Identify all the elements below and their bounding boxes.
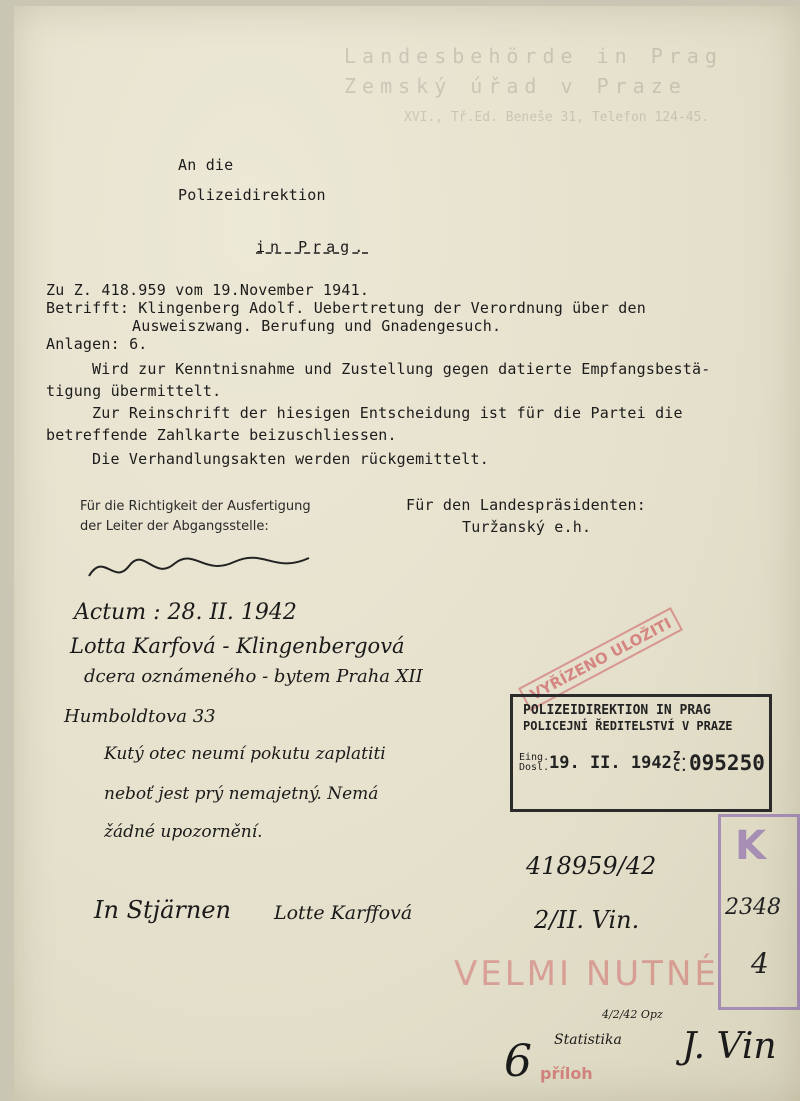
vyrizeno-stamp: VYŘÍZENO ULOŽITI (518, 607, 683, 711)
handwritten-line7: žádné upozornění. (104, 822, 263, 842)
document-sheet (14, 6, 800, 1101)
velmi-nutne-stamp: VELMI NUTNÉ (454, 954, 719, 994)
registry-box-stamp (718, 814, 800, 1010)
registry-k-letter: K (735, 823, 766, 869)
police-stamp-date-label: Eing. Dosl. (519, 752, 550, 773)
handwritten-signature-2: Lotte Karffová (274, 902, 413, 924)
subject-line2: Ausweiszwang. Berufung und Gnadengesuch. (132, 317, 502, 335)
police-receipt-stamp (510, 694, 772, 812)
letterhead-address: XVI., Tř.Ed. Beneše 31, Telefon 124-45. (404, 110, 710, 125)
signature-scribble (84, 546, 314, 596)
registry-digit: 4 (751, 947, 769, 980)
recipient-line3: in Prag. (256, 238, 369, 256)
handwritten-ref-number: 418959/42 (526, 852, 657, 880)
police-stamp-number: 095250 (689, 751, 765, 775)
police-stamp-date: 19. II. 1942 (549, 753, 672, 773)
body-p2-line2: betreffende Zahlkarte beizuschliessen. (46, 426, 397, 444)
handwritten-name: Lotta Karfová - Klingenbergová (70, 634, 405, 658)
handwritten-actum: Actum : 28. II. 1942 (74, 600, 297, 625)
handwritten-address: Humboldtova 33 (64, 706, 216, 727)
recipient-line1: An die (178, 156, 234, 174)
handwritten-date-note: 2/II. Vin. (534, 906, 640, 934)
body-p2-line1: Zur Reinschrift der hiesigen Entscheidung ist für die Partei die (92, 404, 683, 422)
handwritten-bottom-signature: J. Vin (682, 1026, 777, 1067)
subject-line1: Betrifft: Klingenberg Adolf. Uebertretung der Verordnung über den (46, 299, 646, 317)
recipient-line2: Polizeidirektion (178, 186, 326, 204)
handwritten-line6: neboť jest prý nemajetný. Nemá (104, 784, 379, 804)
signature-left-line2: der Leiter der Abgangsstelle: (80, 519, 269, 534)
handwritten-daughter: dcera oznámeného - bytem Praha XII (84, 666, 423, 687)
body-p1-line2: tigung übermittelt. (46, 382, 222, 400)
police-stamp-line2: POLICEJNÍ ŘEDITELSTVÍ V PRAZE (523, 719, 733, 733)
handwritten-number-6: 6 (504, 1036, 532, 1087)
body-p3: Die Verhandlungsakten werden rückgemittelt. (92, 450, 489, 468)
handwritten-signature-1: In Stjärnen (94, 896, 231, 924)
signature-right-line1: Für den Landespräsidenten: (406, 496, 646, 514)
police-stamp-zc: Z. Č. (673, 749, 688, 774)
attachments-line: Anlagen: 6. (46, 335, 148, 353)
letterhead-line1: Landesbehörde in Prag (344, 44, 723, 68)
letterhead-line2: Zemský úřad v Praze (344, 74, 687, 98)
police-stamp-line1: POLIZEIDIREKTION IN PRAG (523, 703, 711, 718)
reference-line: Zu Z. 418.959 vom 19.November 1941. (46, 281, 370, 299)
body-p1-line1: Wird zur Kenntnisnahme und Zustellung gegen datierte Empfangsbestä- (92, 360, 711, 378)
handwritten-statistika: Statistika (554, 1032, 622, 1048)
handwritten-line5: Kutý otec neumí pokutu zaplatiti (104, 744, 386, 764)
registry-number: 2348 (725, 895, 781, 920)
handwritten-small-note: 4/2/42 Opz (602, 1008, 663, 1021)
signature-left-line1: Für die Richtigkeit der Ausfertigung (80, 499, 311, 514)
signature-right-line2: Turžanský e.h. (462, 518, 592, 536)
priloh-stamp: příloh (540, 1064, 593, 1083)
